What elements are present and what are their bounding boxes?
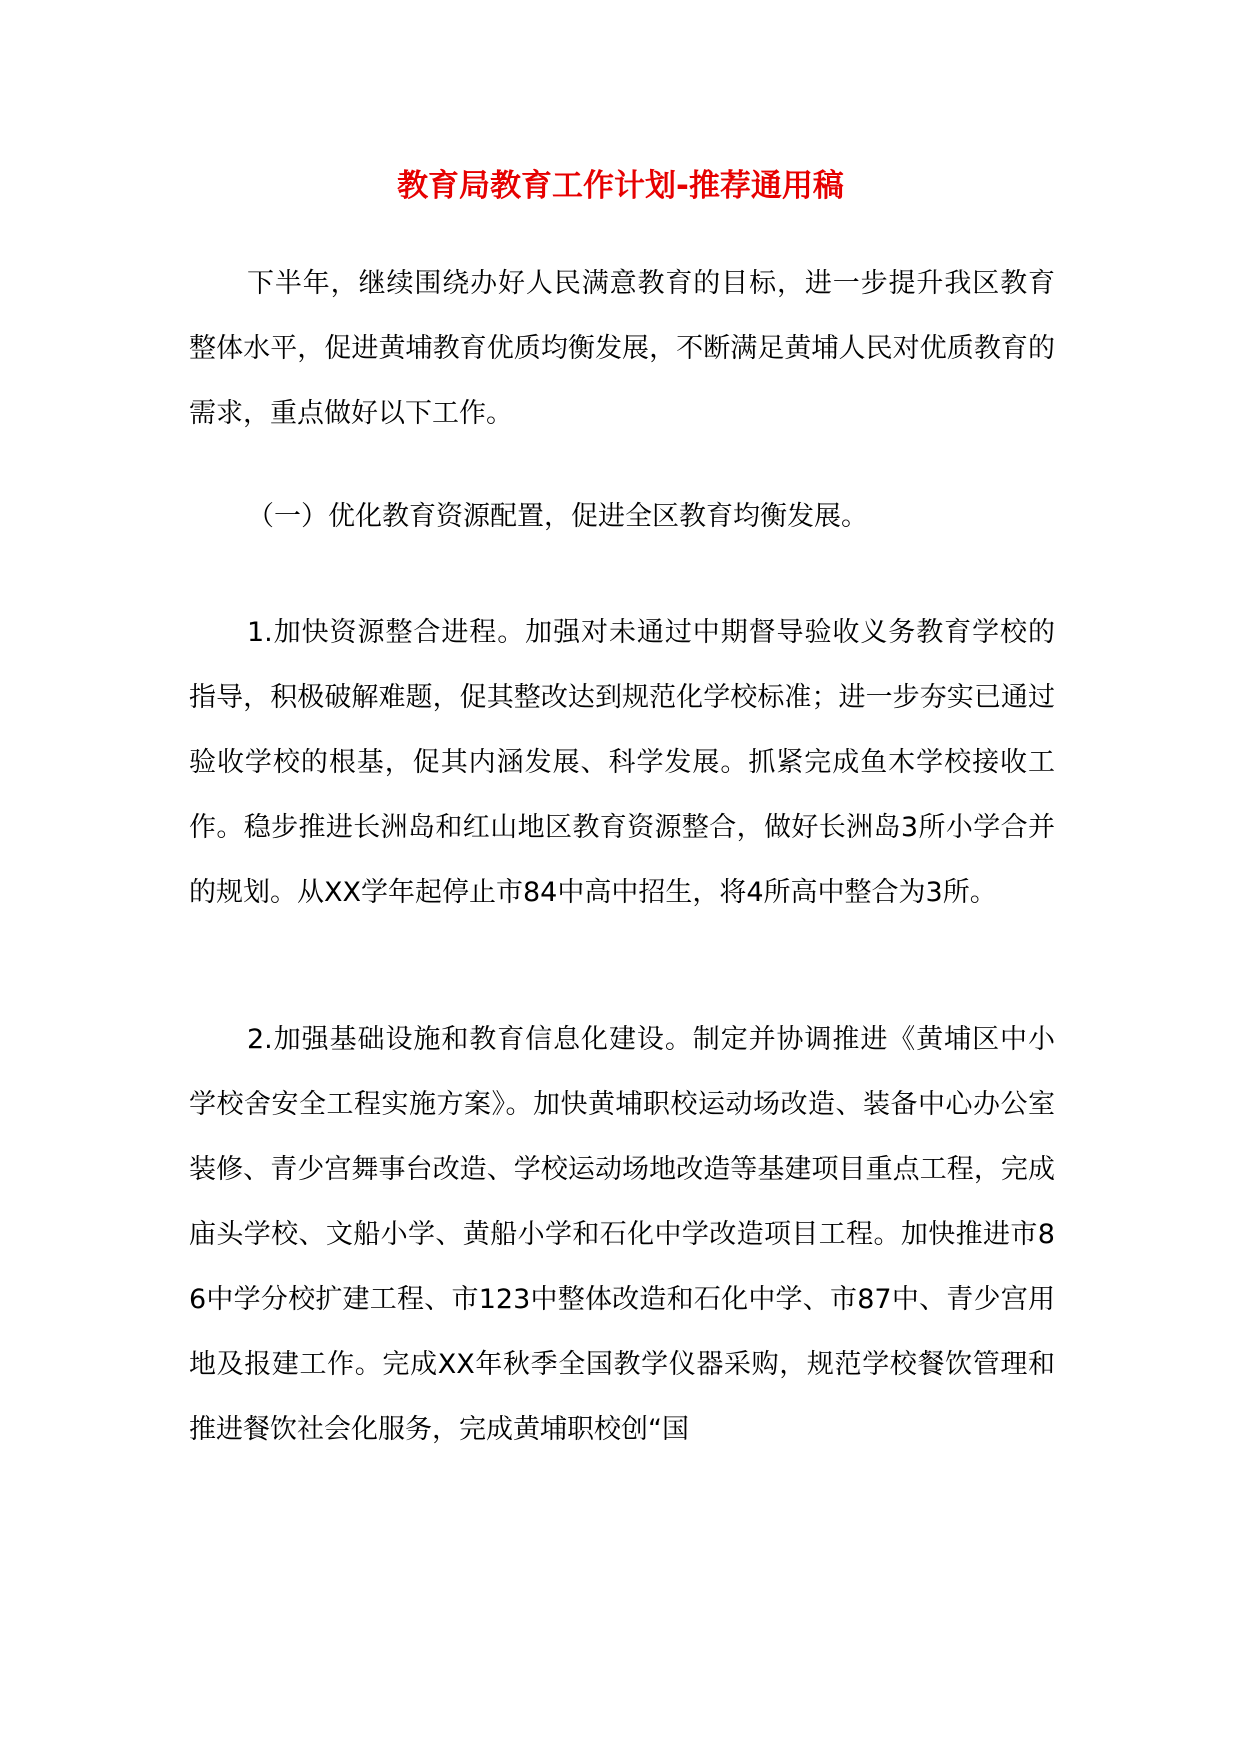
paragraph-block-item-2 xyxy=(189,1007,1055,1462)
paragraph-intro: 下半年，继续围绕办好人民满意教育的目标，进一步提升我区教育整体水平，促进黄埔教育优质均衡发展，不断满足黄埔人民对优质教育的需求，重点做好以下工作。 xyxy=(189,268,1055,429)
paragraph-item-2: 2.加强基础设施和教育信息化建设。制定并协调推进《黄埔区中小学校舍安全工程实施方案》。加快黄埔职校运动场改造、装备中心办公室装修、青少宫舞事台改造、学校运动场地改造等基建项目重点工程，完成庙头学校、文船小学、黄船小学和石化中学改造项目工程。加快推进市86中学分校扩建工程、市123中整体改造和石化中学、市87中、青少宫用地及报建工作。完成XX年秋季全国教学仪器采购，规范学校餐饮管理和推进餐饮社会化服务，完成黄埔职校创“国 xyxy=(189,1024,1055,1445)
section-heading: （一）优化教育资源配置，促进全区教育均衡发展。 xyxy=(247,501,868,532)
paragraph-item-1: 1.加快资源整合进程。加强对未通过中期督导验收义务教育学校的指导，积极破解难题，促其整改达到规范化学校标准；进一步夯实已通过验收学校的根基，促其内涵发展、科学发展。抓紧完成鱼木学校接收工作。稳步推进长洲岛和红山地区教育资源整合，做好长洲岛3所小学合并的规划。从XX学年起停止市84中高中招生，将4所高中整合为3所。 xyxy=(189,617,1055,908)
paragraph-block-item-1 xyxy=(189,600,1055,925)
document-title: 教育局教育工作计划-推荐通用稿 xyxy=(397,168,844,204)
paragraph-block-intro xyxy=(189,251,1055,446)
paragraph-block-section-heading xyxy=(189,484,1055,549)
